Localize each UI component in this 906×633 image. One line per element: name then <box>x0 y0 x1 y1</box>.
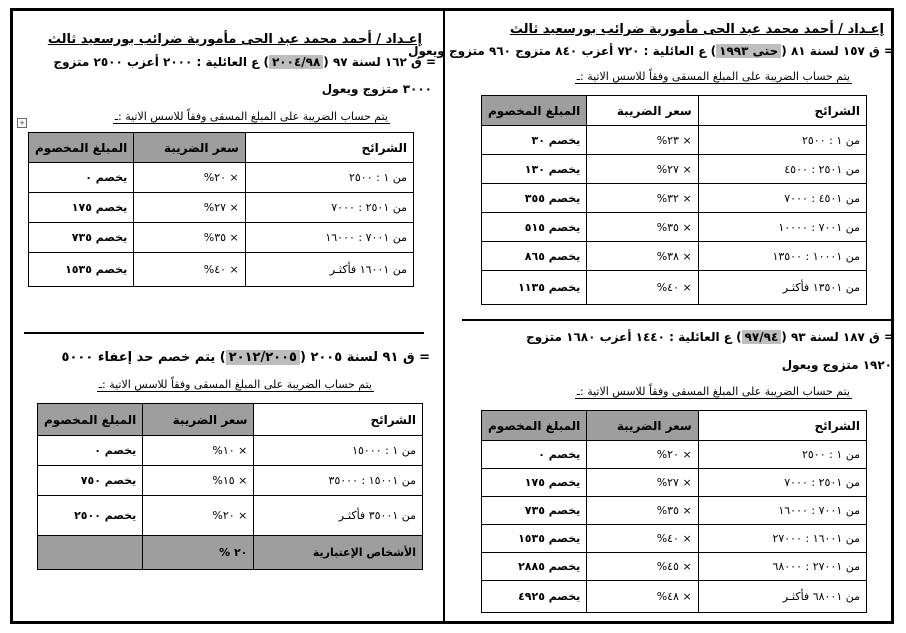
table-row <box>482 213 867 242</box>
table-row <box>482 497 867 525</box>
law-text: = ق ٩١ لسنة ٢٠٠٥ ( <box>299 350 430 365</box>
table-row <box>482 184 867 213</box>
table-row <box>38 496 423 536</box>
deduction-cell: يخصم ١٣٠ <box>482 155 587 184</box>
deduction-cell: يخصم ٥١٥ <box>482 213 587 242</box>
rate-cell: × ١٠% <box>143 436 254 466</box>
table-row <box>29 163 414 193</box>
calc-note: يتم حساب الضريبة على المبلغ المسقى وفقاً للاسس الاتية :ـ <box>98 378 372 391</box>
tax-table-91 <box>37 403 423 570</box>
col-header-deducted: المبلغ المخصوم <box>482 96 587 126</box>
col-header-rate: سعر الضريبة <box>143 404 254 436</box>
bracket-cell: من ٢٧٠٠١ : ٦٨٠٠٠ <box>698 553 866 581</box>
col-header-deducted: المبلغ المخصوم <box>482 411 587 441</box>
left-section-divider <box>24 332 424 334</box>
legal-entities-rate: ٢٠ % <box>143 536 254 570</box>
table-row <box>482 581 867 613</box>
rate-cell: × ١٥% <box>143 466 254 496</box>
col-header-rate: سعر الضريبة <box>587 411 698 441</box>
col-header-rate: سعر الضريبة <box>587 96 698 126</box>
legal-entities-label: الأشخاص الإعتبارية <box>254 536 423 570</box>
rate-cell: × ٤٠% <box>134 253 245 287</box>
rate-cell: × ٢٧% <box>587 469 698 497</box>
table-header-row <box>482 411 867 441</box>
law-162-line2: ٣٠٠٠ متزوج ويعول <box>321 82 432 96</box>
rate-cell: × ٢٣% <box>587 126 698 155</box>
rate-cell: × ٤٨% <box>587 581 698 613</box>
deduction-cell: يخصم ٠ <box>38 436 143 466</box>
rate-cell: × ٤٠% <box>587 271 698 305</box>
law-text: ) يتم خصم حد إعفاء ٥٠٠٠ <box>61 350 226 365</box>
calc-note: يتم حساب الضريبة على المبلغ المسقى وفقاً للاسس الاتية :ـ <box>114 110 388 123</box>
deduction-cell: يخصم ٨٦٥ <box>482 242 587 271</box>
tax-table-162 <box>28 132 414 287</box>
law-period-highlight: ٢٠١٢/٢٠٠٥ <box>226 350 300 365</box>
col-header-brackets: الشرائح <box>254 404 423 436</box>
bracket-cell: من ١ : ٢٥٠٠ <box>698 441 866 469</box>
law-text: = ق ١٨٧ لسنة ٩٣ ( <box>781 330 894 344</box>
col-header-brackets: الشرائح <box>245 133 413 163</box>
deduction-cell: يخصم ١٥٣٥ <box>482 525 587 553</box>
table-row <box>29 193 414 223</box>
law-text: = ق ١٦٢ لسنة ٩٧ ( <box>323 55 436 69</box>
law-text: ) ع العائلية : ٧٢٠ أعزب ٨٤٠ متزوج ٩٦٠ متزوج ويعول <box>408 44 717 58</box>
law-157-line <box>408 44 894 58</box>
deduction-cell: يخصم ١١٣٥ <box>482 271 587 305</box>
table-row <box>482 271 867 305</box>
deduction-cell: يخصم ٠ <box>482 441 587 469</box>
rate-cell: × ٢٧% <box>134 193 245 223</box>
legal-entities-row <box>38 536 423 570</box>
bracket-cell: من ١ : ١٥٠٠٠ <box>254 436 423 466</box>
col-header-deducted: المبلغ المخصوم <box>38 404 143 436</box>
table-row <box>29 253 414 287</box>
law-text: = ق ١٥٧ لسنة ٨١ ( <box>781 44 894 58</box>
deduction-cell: يخصم ٢٨٨٥ <box>482 553 587 581</box>
table-row <box>482 525 867 553</box>
deduction-cell: يخصم ١٧٥ <box>29 193 134 223</box>
bracket-cell: من ٧٠٠١ : ١٦٠٠٠ <box>245 223 413 253</box>
bracket-cell: من ١ : ٢٥٠٠ <box>245 163 413 193</box>
deduction-cell: يخصم ٤٩٢٥ <box>482 581 587 613</box>
right-section-divider <box>462 319 892 321</box>
table-row <box>29 223 414 253</box>
bracket-cell: من ١ : ٢٥٠٠ <box>698 126 866 155</box>
rate-cell: × ٣٥% <box>134 223 245 253</box>
table-row <box>482 155 867 184</box>
col-header-rate: سعر الضريبة <box>134 133 245 163</box>
rate-cell: × ٣٨% <box>587 242 698 271</box>
rate-cell: × ٢٠% <box>143 496 254 536</box>
table-row <box>38 466 423 496</box>
calc-note: يتم حساب الضريبة على المبلغ المسقى وفقاً للاسس الاتية :ـ <box>576 70 850 83</box>
law-91-line <box>62 350 430 365</box>
col-header-deducted: المبلغ المخصوم <box>29 133 134 163</box>
law-period-highlight: حتى ١٩٩٣ <box>716 44 781 58</box>
deduction-cell: يخصم ٠ <box>29 163 134 193</box>
law-162-line <box>53 55 436 69</box>
col-header-brackets: الشرائح <box>698 411 866 441</box>
column-divider <box>443 8 445 624</box>
bracket-cell: من ٦٨٠٠١ فأكثـر <box>698 581 866 613</box>
table-header-row <box>38 404 423 436</box>
deduction-cell: يخصم ١٥٣٥ <box>29 253 134 287</box>
bracket-cell: من ١٠٠٠١ : ١٣٥٠٠ <box>698 242 866 271</box>
law-text: ) ع العائلية : ١٤٤٠ أعزب ١٦٨٠ متزوج <box>526 330 742 344</box>
rate-cell: × ٢٧% <box>587 155 698 184</box>
law-text: ) ع العائلية : ٢٠٠٠ أعزب ٢٥٠٠ متزوج <box>53 55 269 69</box>
rate-cell: × ٣٥% <box>587 213 698 242</box>
table-row <box>482 469 867 497</box>
page-header-left: إعـداد / أحمد محمد عبد الحى مأمورية ضرائب بورسعيد ثالث <box>47 32 422 47</box>
page-header-right: إعـداد / أحمد محمد عبد الحى مأمورية ضرائب بورسعيد ثالث <box>509 22 884 37</box>
calc-note: يتم حساب الضريبة على المبلغ المسقى وفقاً للاسس الاتية :ـ <box>576 385 850 398</box>
table-header-row <box>29 133 414 163</box>
bracket-cell: من ١٦٠٠١ : ٢٧٠٠٠ <box>698 525 866 553</box>
bracket-cell: من ٧٠٠١ : ١٠٠٠٠ <box>698 213 866 242</box>
rate-cell: × ٢٠% <box>587 441 698 469</box>
tax-table-157 <box>481 95 867 305</box>
deduction-cell: يخصم ٢٥٠٠ <box>38 496 143 536</box>
tax-table-187 <box>481 410 867 613</box>
bracket-cell: من ٢٥٠١ : ٧٠٠٠ <box>245 193 413 223</box>
move-anchor-icon[interactable]: + <box>17 118 27 128</box>
deduction-cell: يخصم ١٧٥ <box>482 469 587 497</box>
rate-cell: × ٣٥% <box>587 497 698 525</box>
bracket-cell: من ٣٥٠٠١ فأكثـر <box>254 496 423 536</box>
table-row <box>482 553 867 581</box>
legal-entities-deduction <box>38 536 143 570</box>
bracket-cell: من ١٦٠٠١ فأكثـر <box>245 253 413 287</box>
table-row <box>482 126 867 155</box>
deduction-cell: يخصم ٣٠ <box>482 126 587 155</box>
bracket-cell: من ١٥٠٠١ : ٣٥٠٠٠ <box>254 466 423 496</box>
law-187-line2: ١٩٢٠ متزوج ويعول <box>781 358 892 372</box>
table-row <box>38 436 423 466</box>
bracket-cell: من ٧٠٠١ : ١٦٠٠٠ <box>698 497 866 525</box>
bracket-cell: من ٢٥٠١ : ٧٠٠٠ <box>698 469 866 497</box>
deduction-cell: يخصم ٧٥٠ <box>38 466 143 496</box>
bracket-cell: من ٤٥٠١ : ٧٠٠٠ <box>698 184 866 213</box>
rate-cell: × ٤٥% <box>587 553 698 581</box>
law-187-line <box>526 330 894 344</box>
table-row <box>482 441 867 469</box>
bracket-cell: من ١٣٥٠١ فأكثـر <box>698 271 866 305</box>
table-header-row <box>482 96 867 126</box>
law-period-highlight: ٢٠٠٤/٩٨ <box>269 55 323 69</box>
deduction-cell: يخصم ٧٣٥ <box>482 497 587 525</box>
rate-cell: × ٤٠% <box>587 525 698 553</box>
deduction-cell: يخصم ٧٣٥ <box>29 223 134 253</box>
table-row <box>482 242 867 271</box>
rate-cell: × ٣٢% <box>587 184 698 213</box>
deduction-cell: يخصم ٣٥٥ <box>482 184 587 213</box>
law-period-highlight: ٩٧/٩٤ <box>742 330 782 344</box>
col-header-brackets: الشرائح <box>698 96 866 126</box>
bracket-cell: من ٢٥٠١ : ٤٥٠٠ <box>698 155 866 184</box>
rate-cell: × ٢٠% <box>134 163 245 193</box>
